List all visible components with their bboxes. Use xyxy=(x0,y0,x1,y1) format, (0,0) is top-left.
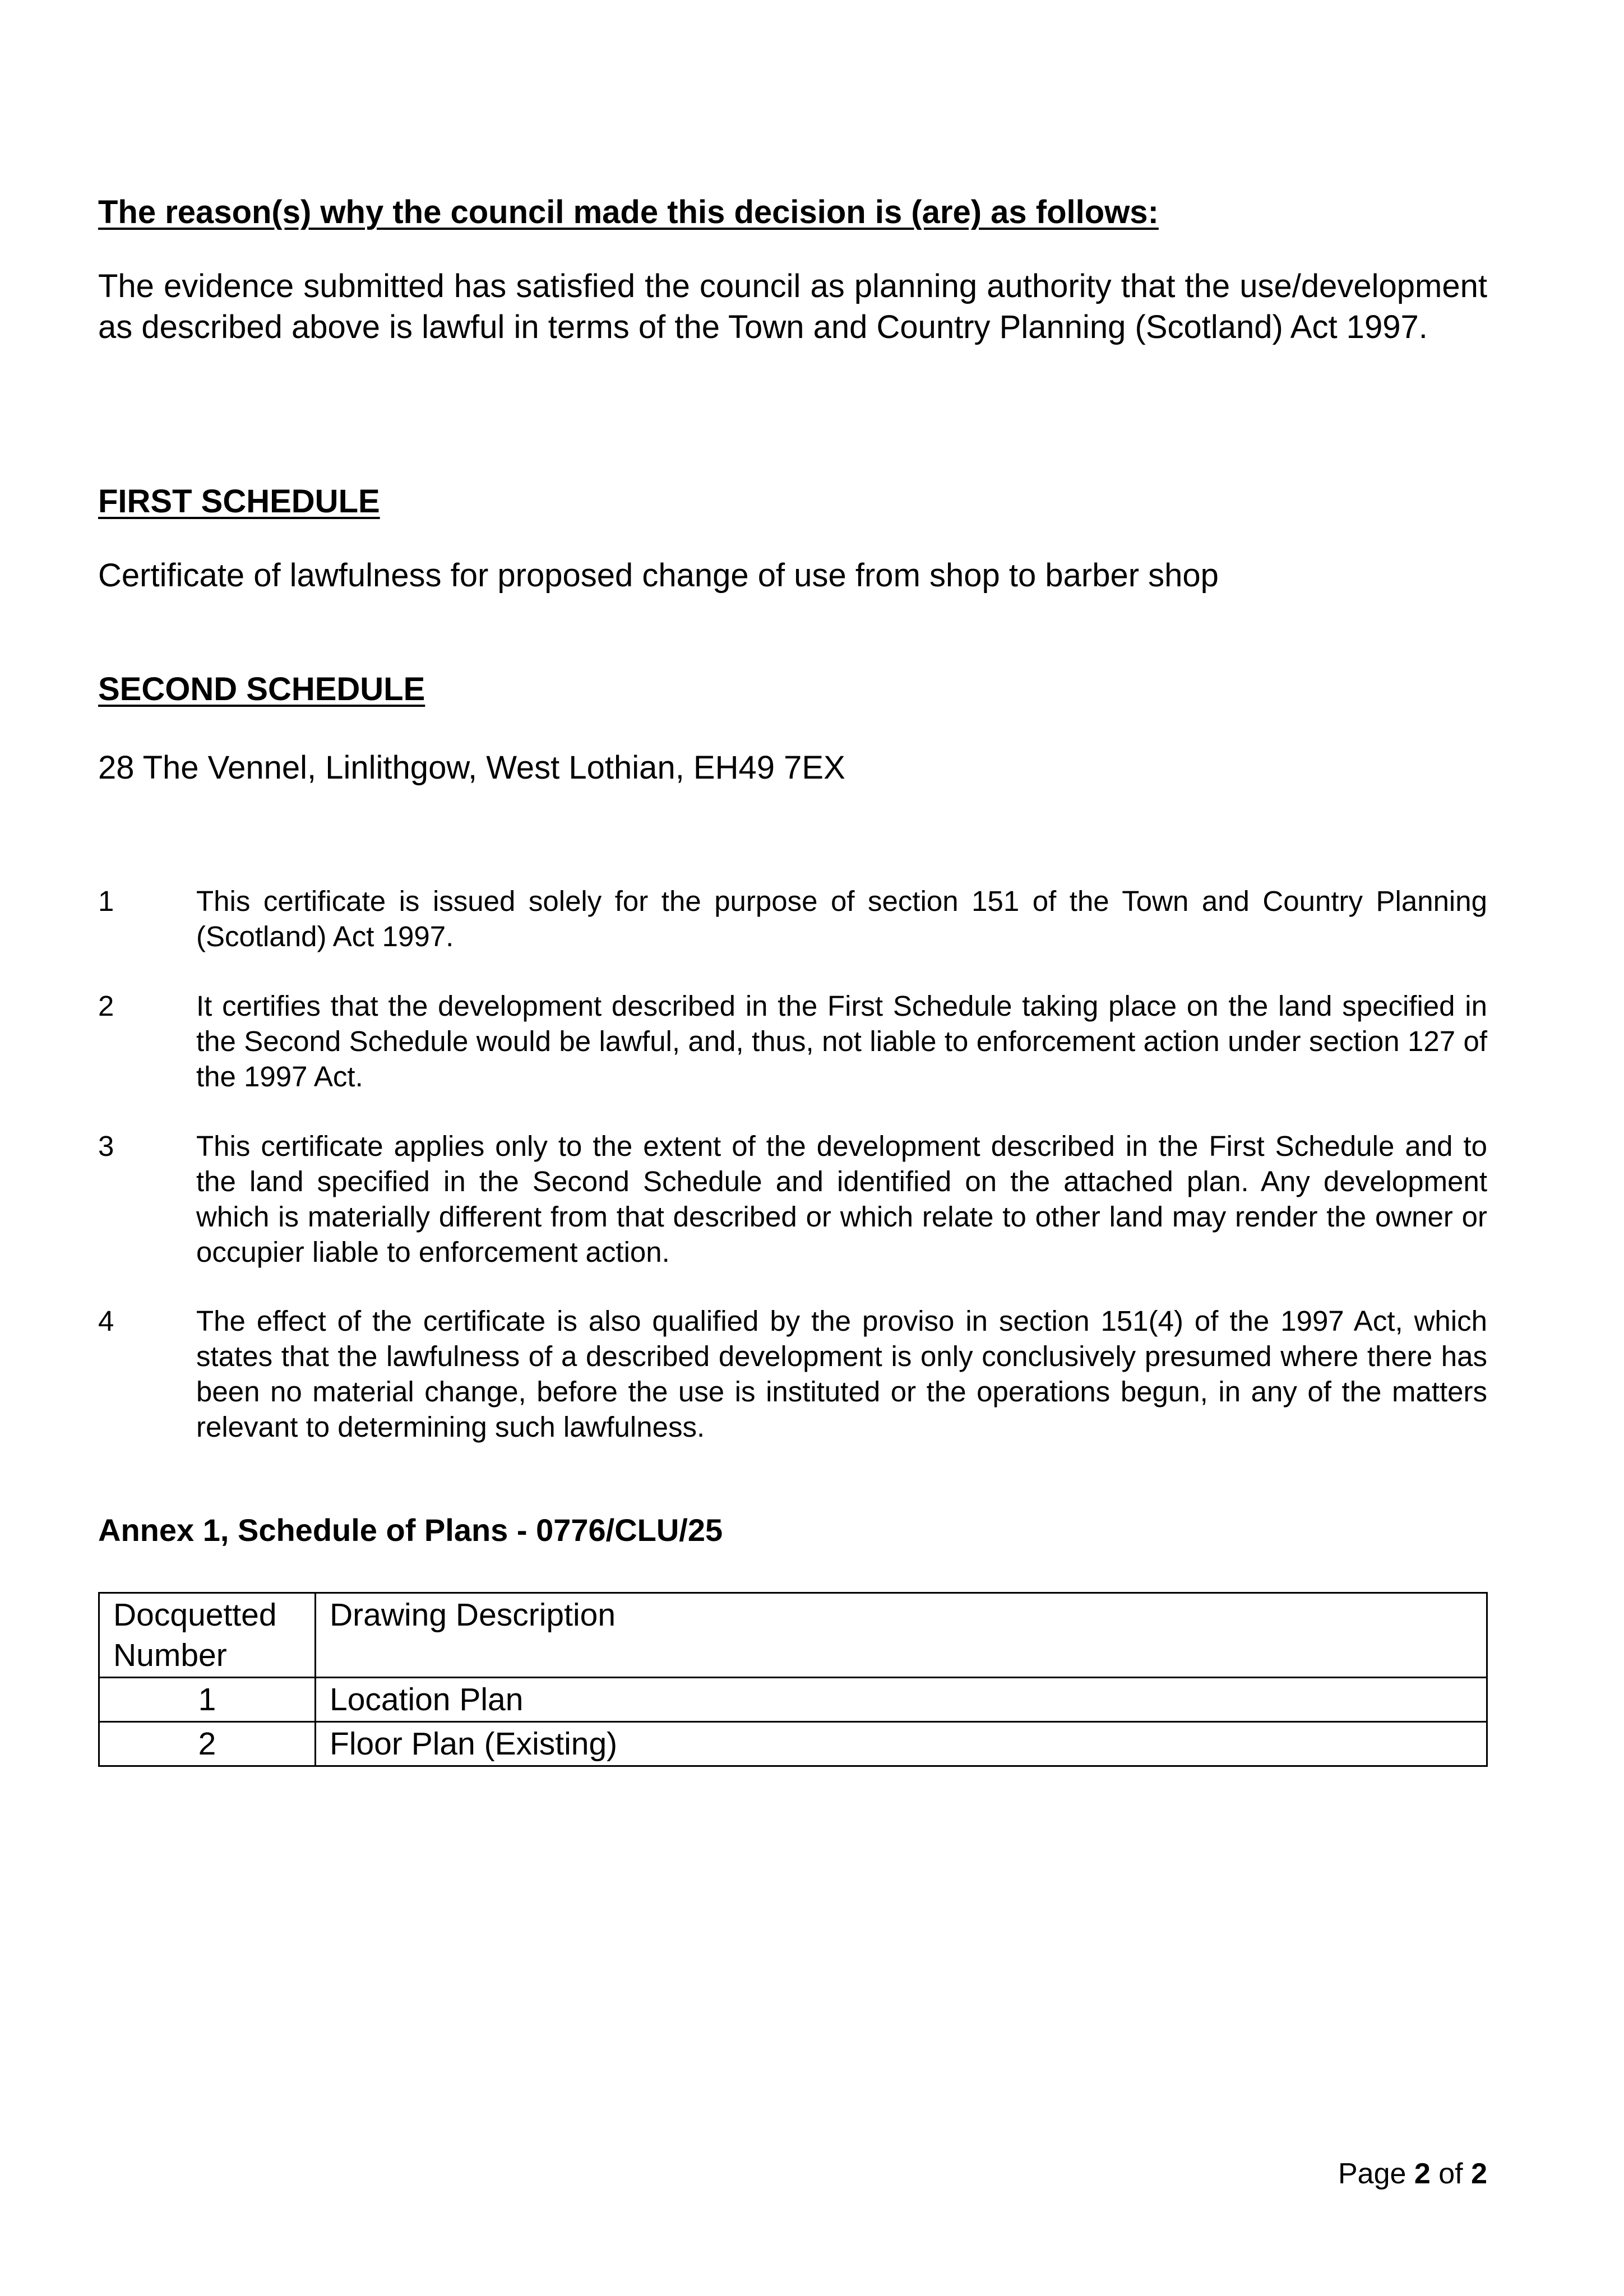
page-number xyxy=(1338,2156,1487,2192)
note-text: This certificate is issued solely for the purpose of section 151 of the Town and Country Planning (Scotland) Act 1997. xyxy=(196,885,1487,952)
reasons-heading: The reason(s) why the council made this decision is (are) as follows: xyxy=(98,194,1159,230)
note-text: This certificate applies only to the extent of the development described in the First Schedule and to the land specified in the Second Schedule and identified on the attached plan. Any development which is materially different from that described or which relate to other land may render the owner or occupier liable to enforcement action. xyxy=(196,1130,1487,1268)
table-cell-number: 1 xyxy=(99,1678,316,1722)
note-number: 3 xyxy=(98,1130,114,1162)
note-number: 2 xyxy=(98,990,114,1022)
table-cell-description: Location Plan xyxy=(316,1678,1487,1722)
table-row xyxy=(99,1722,1487,1766)
note-text: It certifies that the development described in the First Schedule taking place on the land specified in the Second Schedule would be lawful, and, thus, not liable to enforcement action under section 127 of the 1997 Act. xyxy=(196,990,1487,1093)
first-schedule-heading: FIRST SCHEDULE xyxy=(98,483,380,520)
page-current: 2 xyxy=(1414,2158,1431,2190)
page-total: 2 xyxy=(1471,2158,1487,2190)
table-header-row xyxy=(99,1593,1487,1678)
first-schedule-text: Certificate of lawfulness for proposed change of use from shop to barber shop xyxy=(98,557,1219,594)
table-cell-description: Floor Plan (Existing) xyxy=(316,1722,1487,1766)
column-header-number: Docquetted Number xyxy=(99,1593,316,1678)
note-text: The effect of the certificate is also qualified by the proviso in section 151(4) of the 1997 Act, which states that the lawfulness of a described development is only conclusively presumed where there has been no material change, before the use is instituted or the operations begun, in any of the matters relevant to determining such lawfulness. xyxy=(196,1305,1487,1443)
note-number: 1 xyxy=(98,885,114,917)
table-cell-number: 2 xyxy=(99,1722,316,1766)
schedule-of-plans-table xyxy=(98,1592,1488,1767)
column-header-description: Drawing Description xyxy=(316,1593,1487,1678)
note-number: 4 xyxy=(98,1305,114,1337)
page-of: of xyxy=(1438,2158,1463,2190)
second-schedule-text: 28 The Vennel, Linlithgow, West Lothian, EH49 7EX xyxy=(98,749,845,786)
second-schedule-heading: SECOND SCHEDULE xyxy=(98,671,425,707)
annex-title: Annex 1, Schedule of Plans - 0776/CLU/25 xyxy=(98,1512,723,1548)
reasons-text: The evidence submitted has satisfied the council as planning authority that the use/development as described above is lawful in terms of the Town and Country Planning (Scotland) Act 1997. xyxy=(98,268,1487,345)
table-row xyxy=(99,1678,1487,1722)
page-label: Page xyxy=(1338,2158,1406,2190)
